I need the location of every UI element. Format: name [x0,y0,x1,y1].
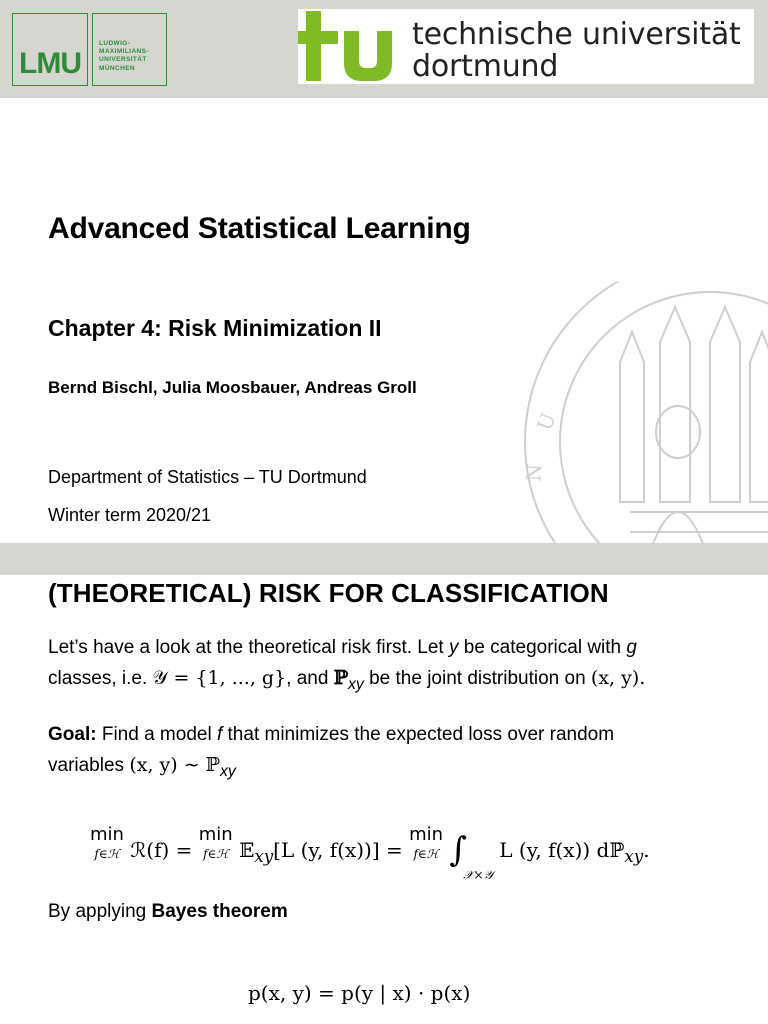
integral-symbol: ∫ [449,830,468,870]
math-var: f [216,724,223,745]
equation-end: . [643,838,650,862]
expectation-body: [L (y, f(x))] = [273,838,403,862]
lmu-logo [12,13,88,86]
min-text: min [198,824,233,845]
math-sub: xy [624,847,644,866]
paragraph-bayes [48,897,288,927]
text: Let’s have a look at the theoretical risk first. Let [48,637,449,658]
lmu-name-line: MAXIMILIANS- [99,48,149,56]
authors: Bernd Bischl, Julia Moosbauer, Andreas Groll [48,378,417,397]
math-sub: xy [348,675,364,693]
text: By applying [48,901,152,922]
tu-dortmund-logo [298,9,754,84]
math-set: 𝒴 = {1, ..., g} [152,667,287,689]
term: Winter term 2020/21 [48,505,212,525]
min-sub: f∈ℋ [94,847,120,861]
min-operator [409,826,443,860]
risk-equation [90,824,650,882]
min-operator [199,826,233,860]
math-var: y [448,637,459,658]
lmu-name-line: LUDWIG- [99,40,131,47]
section-heading: (THEORETICAL) RISK FOR CLASSIFICATION [48,578,609,608]
chapter-title: Chapter 4: Risk Minimization II [48,315,382,341]
tu-wordmark [412,19,741,83]
seal-letter: N [521,462,547,483]
goal-label: Goal: [48,724,97,745]
min-text: min [409,824,444,845]
math-pair: (x, y). [590,667,646,689]
lmu-name-line: MÜNCHEN [99,64,136,72]
tu-logo-icon [298,9,398,84]
math-sub: xy [254,847,274,866]
tu-wordmark-line2: dortmund [412,49,559,84]
paragraph-goal [48,720,614,787]
seal-letter: U [532,409,561,434]
text: classes, i.e. [48,668,153,689]
min-sub: f∈ℋ [203,847,229,861]
math-expr: (x, y) ∼ ℙ [129,754,220,776]
min-operator [90,826,124,860]
lmu-name-line: UNIVERSITÄT [99,56,147,64]
risk-term: ℛ(f) = [130,838,193,862]
text: variables [48,755,130,776]
math-var: g [626,637,637,658]
text: , and [286,668,334,689]
bayes-bold: Bayes theorem [151,901,288,922]
lmu-seal-watermark [510,282,768,572]
lmu-name-box [92,13,167,86]
text: be the joint distribution on [363,668,591,689]
math-sub: xy [219,762,236,780]
min-sub: f∈ℋ [413,847,439,861]
expectation-symbol: 𝔼 [239,838,255,862]
department: Department of Statistics – TU Dortmund [48,467,367,487]
integrand: L (y, f(x)) dℙ [499,838,625,862]
lmu-logo-text: LMU [19,47,81,80]
text: Find a model [96,724,217,745]
integral-domain: 𝒳×𝒴 [463,868,493,882]
slide-title: Advanced Statistical Learning [48,212,471,245]
text: that minimizes the expected loss over random [222,724,615,745]
slide-separator [0,543,768,575]
bayes-equation: p(x, y) = p(y | x) · p(x) [248,981,471,1005]
text: be categorical with [458,637,627,658]
min-text: min [90,824,124,845]
tu-wordmark-line1: technische universität [412,17,741,52]
math-prob: ℙ [333,667,348,689]
paragraph-intro [48,633,645,700]
